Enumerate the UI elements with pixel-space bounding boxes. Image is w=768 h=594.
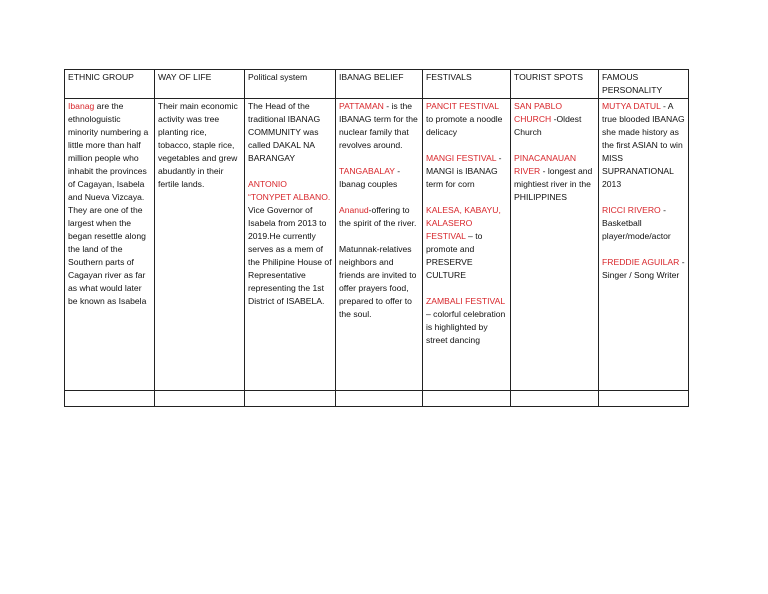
belief-item — [339, 165, 419, 191]
famous-name: RICCI RIVERO — [602, 205, 661, 215]
header-tourist-spots: TOURIST SPOTS — [511, 70, 599, 99]
cell-political-system — [245, 99, 336, 391]
culture-table — [64, 69, 689, 407]
political-text-2: Vice Governor of Isabela from 2013 to 2019.He currently serves as a mem of the Philipine House of Representative representing the 1st District of ISABELA. — [248, 205, 332, 306]
ethnic-text: are the ethnologuistic minority numbering a little more than half million people who inhabit the provinces of Cagayan, Isabela and Nueva Vizcaya. They are one of the largest when the began resettle along the land of the Southern parts of Cagayan river as far as what would later be known as Isabela — [68, 101, 149, 306]
content-row — [65, 99, 689, 391]
festival-name: ZAMBALI FESTIVAL — [426, 296, 505, 306]
empty-cell — [65, 391, 155, 407]
famous-item — [602, 100, 685, 191]
political-name: ANTONIO “TONYPET ALBANO. — [248, 179, 331, 202]
empty-cell — [336, 391, 423, 407]
festival-item — [426, 100, 507, 139]
header-festivals: FESTIVALS — [423, 70, 511, 99]
famous-item — [602, 256, 685, 282]
belief-item — [339, 100, 419, 152]
empty-cell — [511, 391, 599, 407]
festival-name: PANCIT FESTIVAL — [426, 101, 499, 111]
festival-desc: - MANGI is IBANAG term for corn — [426, 153, 502, 189]
famous-item — [602, 204, 685, 243]
festival-desc: – to promote and PRESERVE CULTURE — [426, 231, 483, 280]
empty-cell — [155, 391, 245, 407]
famous-name: MUTYA DATUL — [602, 101, 661, 111]
belief-desc: -offering to the spirit of the river. — [339, 205, 417, 228]
famous-desc: - Singer / Song Writer — [602, 257, 685, 280]
cell-ibanag-belief — [336, 99, 423, 391]
header-ethnic-group: ETHNIC GROUP — [65, 70, 155, 99]
belief-term: TANGABALAY — [339, 166, 395, 176]
festival-item — [426, 295, 507, 347]
cell-famous-personality — [599, 99, 689, 391]
festival-name: MANGI FESTIVAL — [426, 153, 497, 163]
famous-desc: - A true blooded IBANAG she made history as the first ASIAN to win MISS SUPRANATIONAL 2013 — [602, 101, 685, 189]
cell-tourist-spots — [511, 99, 599, 391]
belief-term: Ananud — [339, 205, 369, 215]
belief-item — [339, 204, 419, 230]
header-ibanag-belief: IBANAG BELIEF — [336, 70, 423, 99]
empty-row — [65, 391, 689, 407]
tourist-item — [514, 100, 595, 139]
empty-cell — [245, 391, 336, 407]
political-text-1: The Head of the traditional IBANAG COMMUNITY was called DAKAL NA BARANGAY — [248, 101, 321, 163]
tourist-item — [514, 152, 595, 204]
festival-desc: – colorful celebration is highlighted by street dancing — [426, 309, 506, 345]
festival-name: KALESA, KABAYU, KALASERO FESTIVAL — [426, 205, 501, 241]
tourist-desc: -Oldest Church — [514, 114, 582, 137]
header-row — [65, 70, 689, 99]
belief-desc: - Ibanag couples — [339, 166, 401, 189]
festival-desc: to promote a noodle delicacy — [426, 114, 503, 137]
belief-item: Matunnak-relatives neighbors and friends are invited to offer prayers food, prepared to offer to the soul. — [339, 244, 417, 319]
cell-way-of-life — [155, 99, 245, 391]
cell-festivals — [423, 99, 511, 391]
famous-desc: - Basketball player/mode/actor — [602, 205, 671, 241]
festival-item — [426, 204, 507, 282]
festival-item — [426, 152, 507, 191]
header-way-of-life: WAY OF LIFE — [155, 70, 245, 99]
header-political-system: Political system — [245, 70, 336, 99]
tourist-desc: - longest and mightiest river in the PHILIPPINES — [514, 166, 593, 202]
ethnic-name: Ibanag — [68, 101, 95, 111]
tourist-name: SAN PABLO CHURCH — [514, 101, 563, 124]
empty-cell — [423, 391, 511, 407]
way-of-life-text: Their main economic activity was tree planting rice, tobacco, staple rice, vegetables and grew abudantly in their fertile lands. — [158, 101, 238, 189]
belief-desc: - is the IBANAG term for the nuclear family that revolves around. — [339, 101, 418, 150]
header-famous-personality: FAMOUS PERSONALITY — [599, 70, 689, 99]
famous-name: FREDDIE AGUILAR — [602, 257, 680, 267]
empty-cell — [599, 391, 689, 407]
cell-ethnic-group — [65, 99, 155, 391]
tourist-name: PINACANAUAN RIVER — [514, 153, 577, 176]
belief-term: PATTAMAN — [339, 101, 384, 111]
